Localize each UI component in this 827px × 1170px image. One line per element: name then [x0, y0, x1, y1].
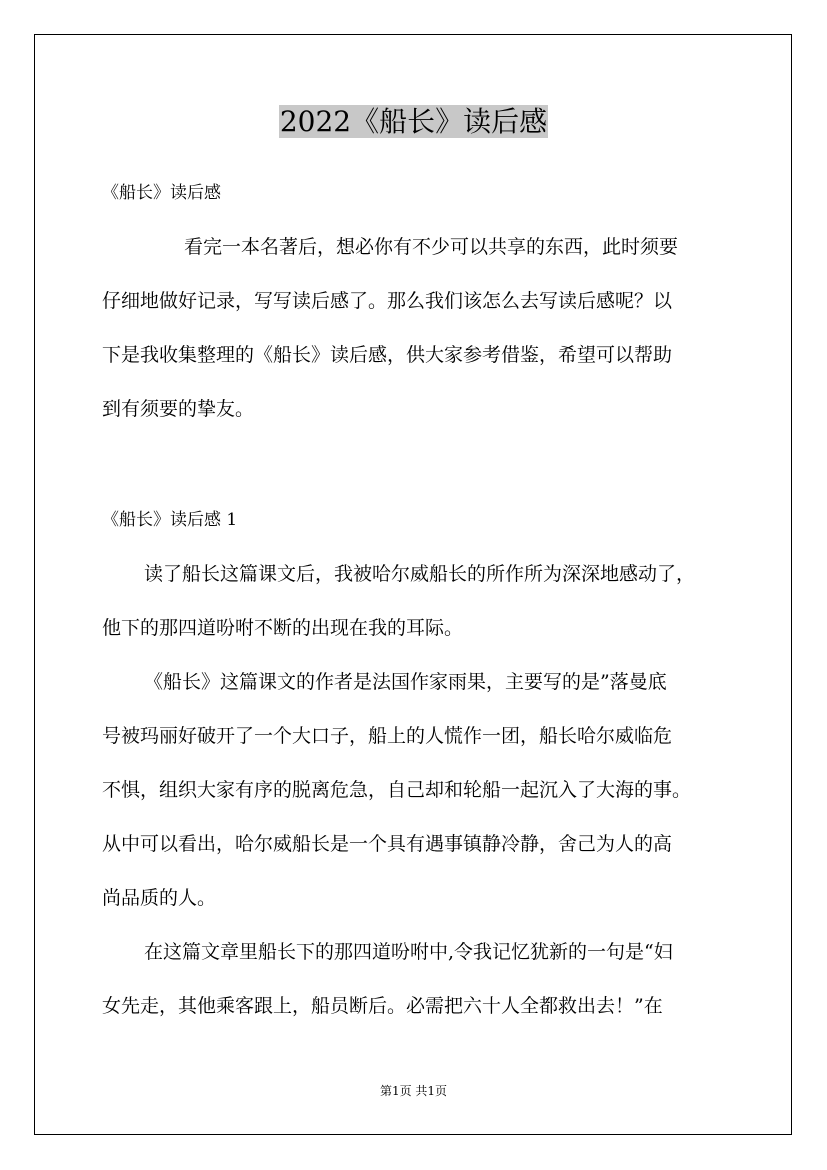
intro-line: 仔细地做好记录，写写读后感了。那么我们该怎么去写读后感呢？以 [102, 290, 673, 312]
body-line: 不惧，组织大家有序的脱离危急，自己却和轮船一起沉入了大海的事。 [102, 779, 692, 801]
intro-line: 到有须要的挚友。 [102, 398, 255, 420]
body-line: 他下的那四道吩咐不断的出现在我的耳际。 [102, 617, 464, 639]
document-title: 2022《船长》读后感 [279, 105, 548, 138]
subtitle: 《船长》读后感 [102, 183, 221, 203]
body-line: 号被玛丽好破开了一个大口子，船上的人慌作一团，船长哈尔威临危 [102, 725, 673, 747]
section-heading: 《船长》读后感 1 [102, 510, 238, 530]
body-line: 在这篇文章里船长下的那四道吩咐中,令我记忆犹新的一句是“妇 [144, 941, 673, 963]
body-line: 女先走，其他乘客跟上，船员断后。必需把六十人全都救出去！”在 [102, 995, 663, 1017]
body-line: 尚品质的人。 [102, 887, 217, 909]
body-line: 《船长》这篇课文的作者是法国作家雨果，主要写的是”落曼底 [144, 671, 667, 693]
body-line: 从中可以看出，哈尔威船长是一个具有遇事镇静冷静，舍己为人的高 [102, 833, 673, 855]
intro-line: 下是我收集整理的《船长》读后感，供大家参考借鉴，希望可以帮助 [102, 344, 673, 366]
page-footer: 第1页 共1页 [379, 1084, 448, 1098]
body-line: 读了船长这篇课文后，我被哈尔威船长的所作所为深深地感动了， [144, 563, 696, 585]
document-title-block [0, 103, 827, 141]
intro-line: 看完一本名著后，想必你有不少可以共享的东西，此时须要 [184, 236, 679, 258]
